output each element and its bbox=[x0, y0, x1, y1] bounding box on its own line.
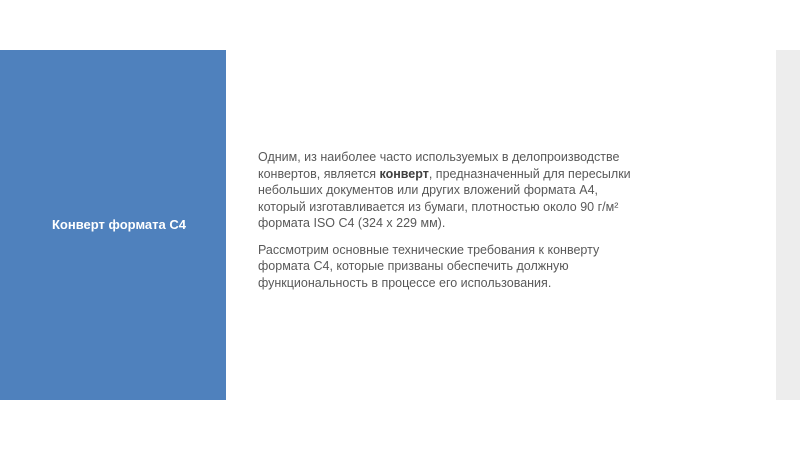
paragraph-1-line-1: Одним, из наиболее часто используемых в делопроизводстве bbox=[258, 150, 620, 164]
bold-term: конверт bbox=[379, 166, 429, 181]
paragraph-1-line-2 bbox=[258, 166, 758, 183]
paragraph-2-line-2: формата С4, которые призваны обеспечить должную bbox=[258, 259, 569, 273]
body-text bbox=[258, 149, 758, 301]
paragraph-1 bbox=[258, 149, 758, 232]
paragraph-1-line-2-end: , предназначенный для пересылки bbox=[428, 166, 631, 181]
paragraph-1-line-3: небольших документов или других вложений формата А4, bbox=[258, 183, 598, 197]
paragraph-1-line-2-start: конвертов, является bbox=[258, 166, 380, 181]
paragraph-1-line-4: который изготавливается из бумаги, плотностью около 90 г/м² bbox=[258, 199, 619, 214]
paragraph-2-line-3: функциональность в процессе его использования. bbox=[258, 275, 552, 290]
paragraph-2-line-1: Рассмотрим основные технические требования к конверту bbox=[258, 242, 600, 257]
paragraph-1-line-5: формата ISO C4 (324 х 229 мм). bbox=[258, 216, 446, 230]
side-bar bbox=[776, 50, 800, 400]
slide-title: Конверт формата С4 bbox=[52, 217, 186, 232]
paragraph-2 bbox=[258, 242, 758, 292]
